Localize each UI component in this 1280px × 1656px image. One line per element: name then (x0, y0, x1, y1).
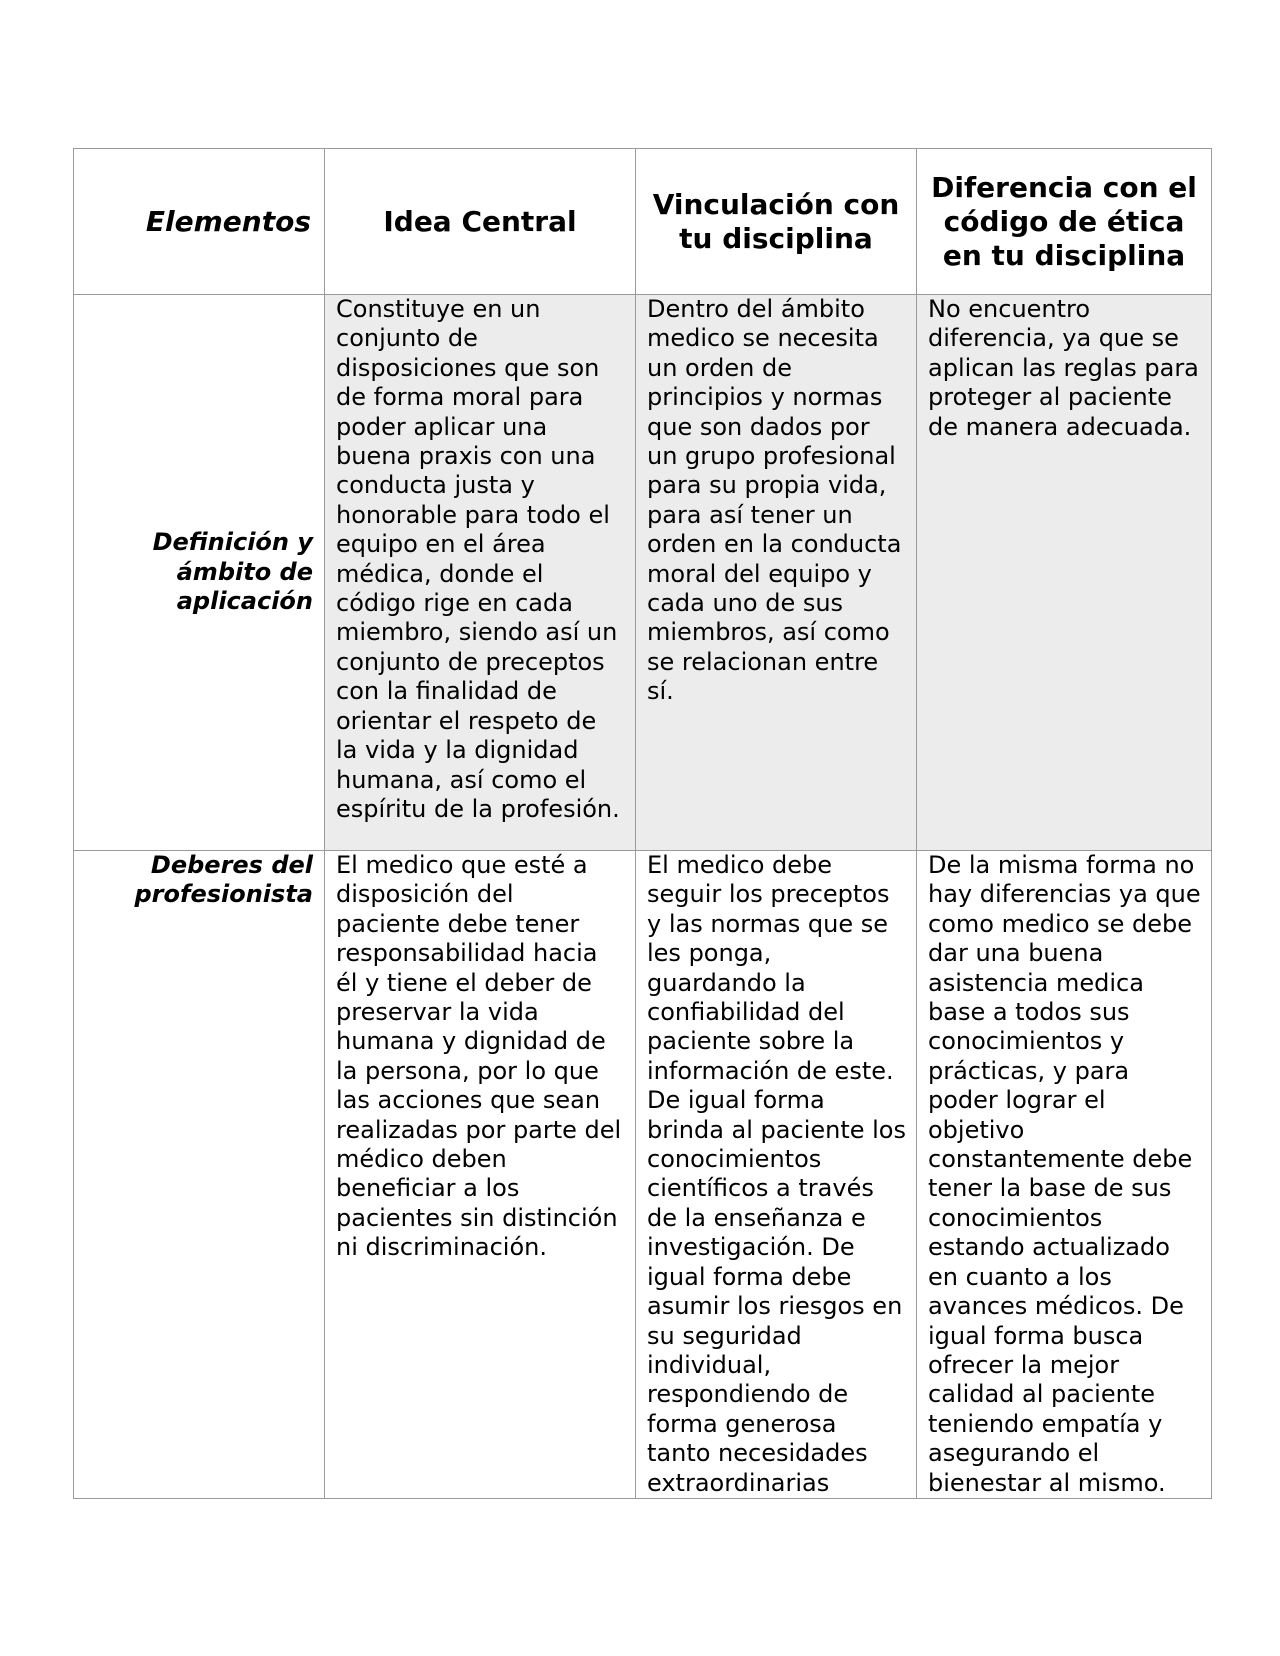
header-diferencia: Diferencia con el código de ética en tu disciplina (917, 149, 1212, 295)
table-row (74, 295, 1212, 851)
cell-diferencia: De la misma forma no hay diferencias ya que como medico se debe dar una buena asistencia medica base a todos sus conocimientos y prácticas, y para poder lograr el objetivo constantemente debe tener la base de sus conocimientos estando actualizado en cuanto a los avances médicos. De igual forma busca ofrecer la mejor calidad al paciente teniendo empatía y asegurando el bienestar al mismo. (917, 851, 1212, 1499)
cell-idea-central: Constituye en un conjunto de disposiciones que son de forma moral para poder aplicar una buena praxis con una conducta justa y honorable para todo el equipo en el área médica, donde el código rige en cada miembro, siendo así un conjunto de preceptos con la finalidad de orientar el respeto de la vida y la dignidad humana, así como el espíritu de la profesión. (325, 295, 636, 851)
table-row (74, 851, 1212, 1499)
header-idea-central: Idea Central (325, 149, 636, 295)
table-header-row (74, 149, 1212, 295)
row-label-deberes: Deberes del profesionista (74, 851, 325, 1499)
header-elementos: Elementos (74, 149, 325, 295)
row-label-definicion: Definición y ámbito de aplicación (74, 295, 325, 851)
cell-vinculacion: Dentro del ámbito medico se necesita un orden de principios y normas que son dados por un grupo profesional para su propia vida, para así tener un orden en la conducta moral del equipo y cada uno de sus miembros, así como se relacionan entre sí. (636, 295, 917, 851)
cell-vinculacion: El medico debe seguir los preceptos y las normas que se les ponga, guardando la confiabilidad del paciente sobre la información de este. De igual forma brinda al paciente los conocimientos científicos a través de la enseñanza e investigación. De igual forma debe asumir los riesgos en su seguridad individual, respondiendo de forma generosa tanto necesidades extraordinarias (636, 851, 917, 1499)
header-vinculacion: Vinculación con tu disciplina (636, 149, 917, 295)
ethics-comparison-table (73, 148, 1212, 1499)
cell-idea-central: El medico que esté a disposición del paciente debe tener responsabilidad hacia él y tiene el deber de preservar la vida humana y dignidad de la persona, por lo que las acciones que sean realizadas por parte del médico deben beneficiar a los pacientes sin distinción ni discriminación. (325, 851, 636, 1499)
cell-diferencia: No encuentro diferencia, ya que se aplican las reglas para proteger al paciente de manera adecuada. (917, 295, 1212, 851)
